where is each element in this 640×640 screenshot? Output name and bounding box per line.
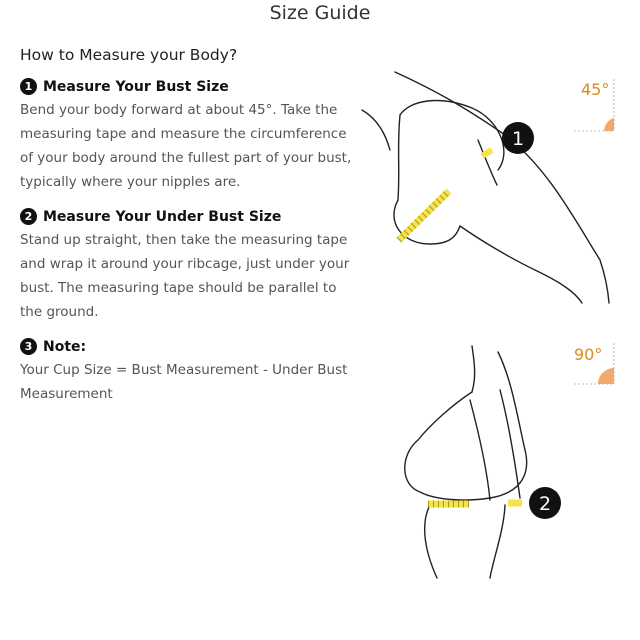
marker-2: [529, 487, 561, 519]
step-number-badge: 3: [20, 338, 37, 355]
step-number-badge: 1: [20, 78, 37, 95]
marker-1: [502, 122, 534, 154]
angle-45-indicator: [574, 79, 614, 131]
step-description: Bend your body forward at about 45°. Take the measuring tape and measure the circumference of your body around the fullest part of your bust, typically where your nipples are.: [20, 102, 352, 190]
step-description: Your Cup Size = Bust Measurement - Under Bust Measurement: [20, 362, 348, 402]
measure-heading: How to Measure your Body?: [20, 46, 238, 64]
bent-forward-figure: [362, 72, 609, 303]
step-title: Note:: [43, 338, 87, 355]
step-title: Measure Your Under Bust Size: [43, 208, 282, 225]
angle-90-indicator: [574, 343, 614, 384]
step-title-row: [20, 338, 360, 355]
measurement-illustration: [350, 60, 640, 590]
step-title-row: [20, 78, 360, 95]
instructions-panel: [20, 46, 360, 420]
step-title: Measure Your Bust Size: [43, 78, 229, 95]
marker-1-label: 1: [511, 128, 525, 150]
step-bust-size: [20, 78, 360, 194]
measuring-tape-bust: [399, 191, 449, 240]
angle-45-label: 45°: [581, 80, 610, 99]
step-number-badge: 2: [20, 208, 37, 225]
measuring-tape-arm: [482, 150, 492, 156]
standing-figure: [405, 346, 527, 578]
step-description: Stand up straight, then take the measuring tape and wrap it around your ribcage, just under your bust. The measuring tape should be parallel to the ground.: [20, 232, 350, 320]
step-title-row: [20, 208, 360, 225]
marker-2-label: 2: [538, 493, 552, 515]
step-under-bust-size: [20, 208, 360, 324]
measuring-tape-under-bust: [428, 503, 522, 504]
step-note: [20, 338, 360, 406]
angle-90-label: 90°: [574, 345, 603, 364]
page-title: Size Guide: [269, 2, 371, 24]
